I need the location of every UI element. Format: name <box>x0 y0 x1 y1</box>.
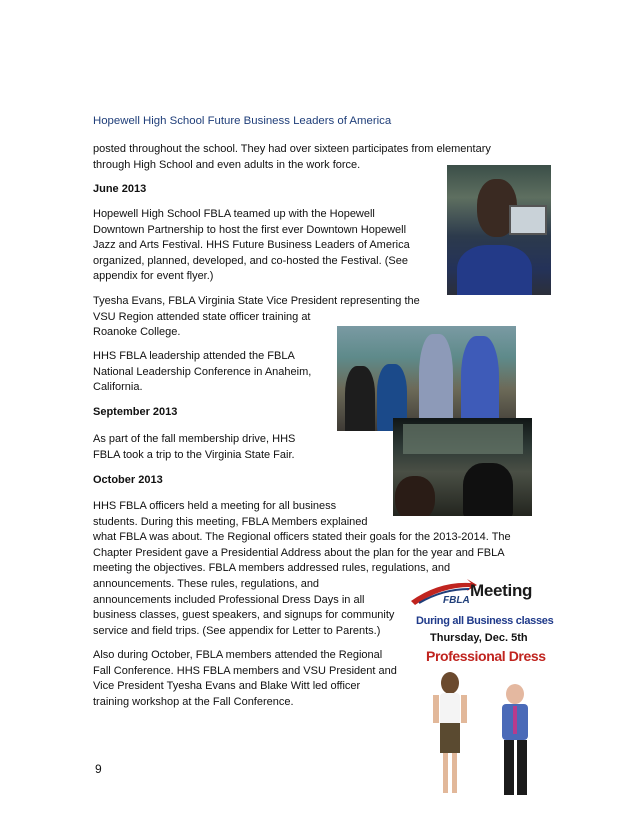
text-line: organized, planned, developed, and co-hosted the Festival. (See <box>93 254 408 267</box>
running-header: Hopewell High School Future Business Leaders of America <box>93 115 392 127</box>
section-heading-june-2013: June 2013 <box>93 183 147 195</box>
text-line: HHS FBLA officers held a meeting for all business <box>93 500 337 512</box>
photo-student-at-computer <box>447 165 551 295</box>
paragraph-state-fair <box>93 432 295 463</box>
text-line: through High School and even adults in the work force. <box>93 158 361 171</box>
text-line: FBLA took a trip to the Virginia State Fair. <box>93 448 295 461</box>
paragraph-intro <box>93 142 491 173</box>
text-line: Tyesha Evans, FBLA Virginia State Vice President representing the <box>93 295 420 307</box>
fbla-logo: FBLA <box>443 595 470 606</box>
text-line: announcements. These rules, regulations, and <box>93 577 320 590</box>
text-line: As part of the fall membership drive, HHS <box>93 433 296 445</box>
text-line: Chapter President gave a Presidential Address about the plan for the year and FBLA <box>93 546 505 559</box>
person-shape <box>345 366 375 431</box>
paragraph-nlc <box>93 349 311 396</box>
woman-professional-icon <box>428 669 473 809</box>
text-line: meeting the objectives. FBLA members addressed rules, regulations, and <box>93 562 451 575</box>
paragraph-jazz-festival <box>93 207 410 285</box>
text-line: Vice President Tyesha Evans and Blake Witt led officer <box>93 680 361 693</box>
person-shape <box>463 463 513 516</box>
text-line: Roanoke College. <box>93 326 181 339</box>
text-line: appendix for event flyer.) <box>93 270 214 283</box>
person-shape <box>461 336 499 431</box>
man-professional-icon <box>493 682 538 812</box>
flyer-title: Meeting <box>470 581 533 600</box>
shirt-shape <box>457 245 532 295</box>
text-line: posted throughout the school. They had over sixteen participates from elementary <box>93 143 491 155</box>
monitor-shape <box>509 205 547 235</box>
bus-windows-shape <box>403 424 523 454</box>
photo-bus-trip <box>393 418 532 516</box>
text-line: National Leadership Conference in Anaheim, <box>93 365 312 378</box>
person-shape <box>419 334 453 431</box>
text-line: training workshop at the Fall Conference. <box>93 695 294 708</box>
text-line: California. <box>93 381 143 394</box>
person-shape <box>395 476 435 516</box>
text-line: Downtown Partnership to host the first ever Downtown Hopewell <box>93 223 407 236</box>
text-line: Also during October, FBLA members attended the Regional <box>93 649 383 661</box>
text-line: service and field trips. (See appendix for Letter to Parents.) <box>93 624 381 637</box>
flyer-line-classes: During all Business classes <box>416 615 554 627</box>
flyer-line-date: Thursday, Dec. 5th <box>430 632 528 644</box>
text-line: students. During this meeting, FBLA Members explained <box>93 515 368 528</box>
text-line: Jazz and Arts Festival. HHS Future Business Leaders of America <box>93 239 410 252</box>
text-line: business classes, guest speakers, and signups for community <box>93 609 395 622</box>
text-line: announcements included Professional Dress Days in all <box>93 593 365 606</box>
page-number: 9 <box>95 762 102 776</box>
professional-dress-flyer <box>403 577 553 812</box>
photo-group-conference <box>337 326 516 431</box>
text-line: HHS FBLA leadership attended the FBLA <box>93 350 295 362</box>
flyer-line-dress: Professional Dress <box>426 648 546 664</box>
section-heading-september-2013: September 2013 <box>93 406 178 418</box>
text-line: what FBLA was about. The Regional officers stated their goals for the 2013-2014. The <box>93 531 511 544</box>
paragraph-fall-conference <box>93 648 397 710</box>
text-line: VSU Region attended state officer training at <box>93 310 311 323</box>
text-line: Fall Conference. HHS FBLA members and VSU President and <box>93 664 397 677</box>
section-heading-october-2013: October 2013 <box>93 474 163 486</box>
text-line: Hopewell High School FBLA teamed up with the Hopewell <box>93 208 375 220</box>
